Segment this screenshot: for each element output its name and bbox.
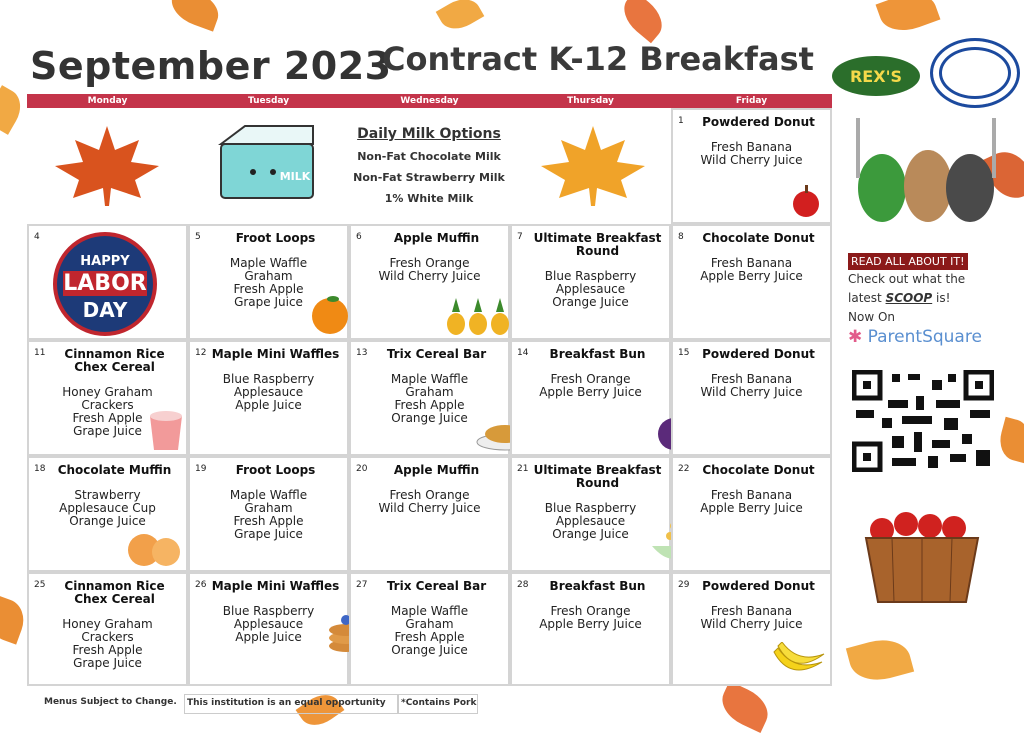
weekday-header: [27, 94, 832, 108]
date-number: 29: [678, 580, 690, 590]
side-item: Fresh Orange: [550, 604, 631, 618]
leaf-decoration: [436, 0, 485, 36]
side-item: Applesauce Cup: [59, 501, 156, 515]
side-item: Applesauce: [233, 385, 304, 399]
side-item: Orange Juice: [391, 411, 468, 425]
entree: Chocolate Donut: [702, 463, 815, 477]
side-item: Maple Waffle: [229, 488, 308, 502]
maple-leaf-icon: [47, 122, 167, 206]
milk-heading: Daily Milk Options: [357, 126, 501, 142]
side-item: Wild Cherry Juice: [378, 269, 481, 283]
day-cell: [27, 224, 188, 340]
milk-option: Non-Fat Chocolate Milk: [357, 150, 501, 163]
day-cell: [349, 572, 510, 686]
side-item: Fresh Orange: [389, 488, 470, 502]
sides: [512, 605, 669, 631]
sides: [351, 605, 508, 657]
sides: [29, 489, 186, 528]
district-seal-icon: [930, 38, 1020, 108]
side-item: Crackers: [81, 398, 134, 412]
date-number: 12: [195, 348, 207, 358]
promo-line: Check out what the: [848, 272, 966, 286]
side-item: Apple Berry Juice: [700, 501, 803, 515]
side-item: Maple Waffle: [390, 604, 469, 618]
scoop-text: SCOOP: [885, 291, 933, 305]
side-item: Fresh Banana: [710, 140, 793, 154]
day-cell: [671, 340, 832, 456]
leaf-decoration: [616, 0, 671, 43]
day-cell: [188, 456, 349, 572]
side-item: Orange Juice: [552, 527, 629, 541]
footer-equal-opportunity: This institution is an equal opportunity: [184, 694, 398, 714]
entree: Apple Muffin: [393, 463, 480, 477]
promo-line: Now On: [848, 310, 895, 324]
side-item: Fresh Banana: [710, 256, 793, 270]
entree: Ultimate Breakfast Round: [533, 231, 662, 258]
side-item: Graham: [405, 617, 454, 631]
labor-day-line: HAPPY: [80, 254, 130, 269]
entree: Powdered Donut: [702, 115, 815, 129]
sides: [673, 373, 830, 399]
side-item: Wild Cherry Juice: [700, 153, 803, 167]
menu-title: Contract K-12 Breakfast: [382, 40, 814, 78]
day-cell: [349, 456, 510, 572]
side-item: Grape Juice: [234, 527, 303, 541]
side-item: Fresh Apple: [394, 398, 465, 412]
day-cell: [510, 572, 671, 686]
rexs-cafe-logo: [828, 46, 924, 100]
apple-icon: [786, 182, 826, 218]
date-number: 18: [34, 464, 46, 474]
entree: Powdered Donut: [702, 347, 815, 361]
side-item: Apple Juice: [235, 398, 302, 412]
entree: Trix Cereal Bar: [386, 579, 487, 593]
promo-text: is!: [932, 291, 951, 305]
svg-text:MILK: MILK: [279, 170, 311, 183]
day-cell: [349, 340, 510, 456]
labor-day-line: DAY: [82, 298, 128, 322]
date-number: 1: [678, 116, 684, 126]
day-cell: [349, 224, 510, 340]
day-cell: [27, 572, 188, 686]
day-cell: [510, 224, 671, 340]
side-item: Wild Cherry Juice: [378, 501, 481, 515]
side-item: Honey Graham: [62, 617, 153, 631]
side-item: Blue Raspberry: [544, 501, 637, 515]
side-item: Orange Juice: [69, 514, 146, 528]
side-item: Applesauce: [555, 514, 626, 528]
leaf-decoration: [876, 0, 941, 38]
day-cell: [671, 572, 832, 686]
day-cell: [510, 340, 671, 456]
parentsquare-icon: ✱: [848, 327, 863, 347]
side-item: Apple Berry Juice: [539, 385, 642, 399]
yogurt-cup-icon: [144, 406, 188, 452]
side-item: Applesauce: [233, 617, 304, 631]
side-item: Grape Juice: [73, 424, 142, 438]
sides: [512, 270, 669, 309]
parentsquare-promo: [848, 250, 998, 347]
milk-carton-icon: [215, 124, 319, 200]
date-number: 15: [678, 348, 690, 358]
mascots-icon: [846, 118, 1006, 232]
sides: [190, 373, 347, 412]
entree: Breakfast Bun: [549, 347, 646, 361]
date-number: 13: [356, 348, 368, 358]
side-item: Orange Juice: [552, 295, 629, 309]
day-cell: [188, 340, 349, 456]
sides: [673, 257, 830, 283]
logo-wordmark: REX'S: [849, 67, 903, 86]
day-friday: Friday: [735, 96, 768, 106]
sides: [673, 605, 830, 631]
side-item: Apple Berry Juice: [700, 269, 803, 283]
date-number: 26: [195, 580, 207, 590]
date-number: 11: [34, 348, 46, 358]
day-cell: [671, 108, 832, 224]
sides: [190, 489, 347, 541]
leaf-decoration: [166, 0, 224, 32]
date-number: 4: [34, 232, 40, 242]
month-title: September 2023: [30, 44, 392, 88]
sides: [512, 373, 669, 399]
read-all-banner: READ ALL ABOUT IT!: [848, 253, 968, 270]
entree: Froot Loops: [235, 463, 316, 477]
side-item: Blue Raspberry: [544, 269, 637, 283]
milk-options: [349, 126, 509, 205]
side-item: Fresh Apple: [233, 514, 304, 528]
side-item: Blue Raspberry: [222, 604, 315, 618]
side-item: Blue Raspberry: [222, 372, 315, 386]
day-tuesday: Tuesday: [247, 96, 290, 106]
day-cell: [671, 224, 832, 340]
side-item: Orange Juice: [391, 643, 468, 657]
sides: [29, 618, 186, 670]
date-number: 14: [517, 348, 529, 358]
entree: Trix Cereal Bar: [386, 347, 487, 361]
date-number: 21: [517, 464, 529, 474]
date-number: 7: [517, 232, 523, 242]
date-number: 25: [34, 580, 46, 590]
date-number: 28: [517, 580, 529, 590]
side-item: Fresh Banana: [710, 604, 793, 618]
sides: [190, 605, 347, 644]
parentsquare-label: ParentSquare: [867, 327, 982, 347]
entree: Apple Muffin: [393, 231, 480, 245]
intro-cell: [27, 108, 671, 224]
side-item: Wild Cherry Juice: [700, 617, 803, 631]
side-item: Apple Berry Juice: [539, 617, 642, 631]
entree: Cinnamon Rice Chex Cereal: [64, 579, 165, 606]
side-item: Maple Waffle: [229, 256, 308, 270]
date-number: 6: [356, 232, 362, 242]
entree: Ultimate Breakfast Round: [533, 463, 662, 490]
day-cell: [188, 572, 349, 686]
sides: [351, 489, 508, 515]
date-number: 27: [356, 580, 368, 590]
side-item: Strawberry: [74, 488, 141, 502]
calendar-grid: [27, 108, 832, 686]
qr-code-icon[interactable]: [852, 370, 994, 472]
entree: Maple Mini Waffles: [211, 347, 340, 361]
date-number: 20: [356, 464, 368, 474]
side-item: Graham: [244, 269, 293, 283]
day-thursday: Thursday: [567, 96, 614, 106]
sides: [673, 489, 830, 515]
day-cell: [27, 456, 188, 572]
day-cell: [671, 456, 832, 572]
leaf-decoration: [846, 633, 914, 687]
side-item: Wild Cherry Juice: [700, 385, 803, 399]
orange-icon: [309, 294, 351, 336]
peach-icon: [126, 528, 188, 568]
pineapple-icon: [442, 296, 512, 336]
footer-change: Menus Subject to Change.: [44, 697, 177, 707]
date-number: 5: [195, 232, 201, 242]
date-number: 22: [678, 464, 690, 474]
side-item: Applesauce: [555, 282, 626, 296]
maple-leaf-icon: [533, 122, 653, 206]
leaf-decoration: [0, 85, 28, 135]
side-item: Fresh Orange: [389, 256, 470, 270]
entree: Maple Mini Waffles: [211, 579, 340, 593]
footer-pork-note: *Contains Pork: [398, 694, 478, 714]
side-item: Crackers: [81, 630, 134, 644]
side-item: Maple Waffle: [390, 372, 469, 386]
side-item: Fresh Banana: [710, 488, 793, 502]
day-cell: [27, 340, 188, 456]
milk-option: Non-Fat Strawberry Milk: [353, 171, 505, 184]
day-cell: [510, 456, 671, 572]
milk-option: 1% White Milk: [384, 192, 474, 205]
day-wednesday: Wednesday: [400, 96, 459, 106]
date-number: 8: [678, 232, 684, 242]
promo-line: [848, 289, 998, 308]
day-cell: [188, 224, 349, 340]
leaf-decoration: [715, 681, 775, 733]
side-item: Fresh Apple: [72, 411, 143, 425]
leaf-decoration: [995, 417, 1024, 463]
side-item: Fresh Apple: [233, 282, 304, 296]
leaf-decoration: [0, 595, 30, 644]
side-item: Grape Juice: [234, 295, 303, 309]
apple-basket-icon: [862, 506, 982, 606]
entree: Chocolate Muffin: [57, 463, 172, 477]
side-item: Fresh Apple: [394, 630, 465, 644]
entree: Breakfast Bun: [549, 579, 646, 593]
entree: Powdered Donut: [702, 579, 815, 593]
parentsquare-link[interactable]: [848, 327, 998, 347]
labor-day-badge: [53, 232, 157, 336]
entree: Froot Loops: [235, 231, 316, 245]
sides: [673, 141, 830, 167]
side-item: Graham: [244, 501, 293, 515]
side-item: Fresh Banana: [710, 372, 793, 386]
sides: [512, 502, 669, 541]
day-monday: Monday: [87, 96, 128, 106]
promo-text: latest: [848, 291, 886, 305]
side-item: Fresh Apple: [72, 643, 143, 657]
side-item: Fresh Orange: [550, 372, 631, 386]
date-number: 19: [195, 464, 207, 474]
entree: Chocolate Donut: [702, 231, 815, 245]
sides: [351, 257, 508, 283]
side-item: Apple Juice: [235, 630, 302, 644]
labor-day-line: LABOR: [63, 271, 147, 296]
entree: Cinnamon Rice Chex Cereal: [64, 347, 165, 374]
side-item: Grape Juice: [73, 656, 142, 670]
banana-icon: [770, 642, 826, 682]
side-item: Honey Graham: [62, 385, 153, 399]
side-item: Graham: [405, 385, 454, 399]
